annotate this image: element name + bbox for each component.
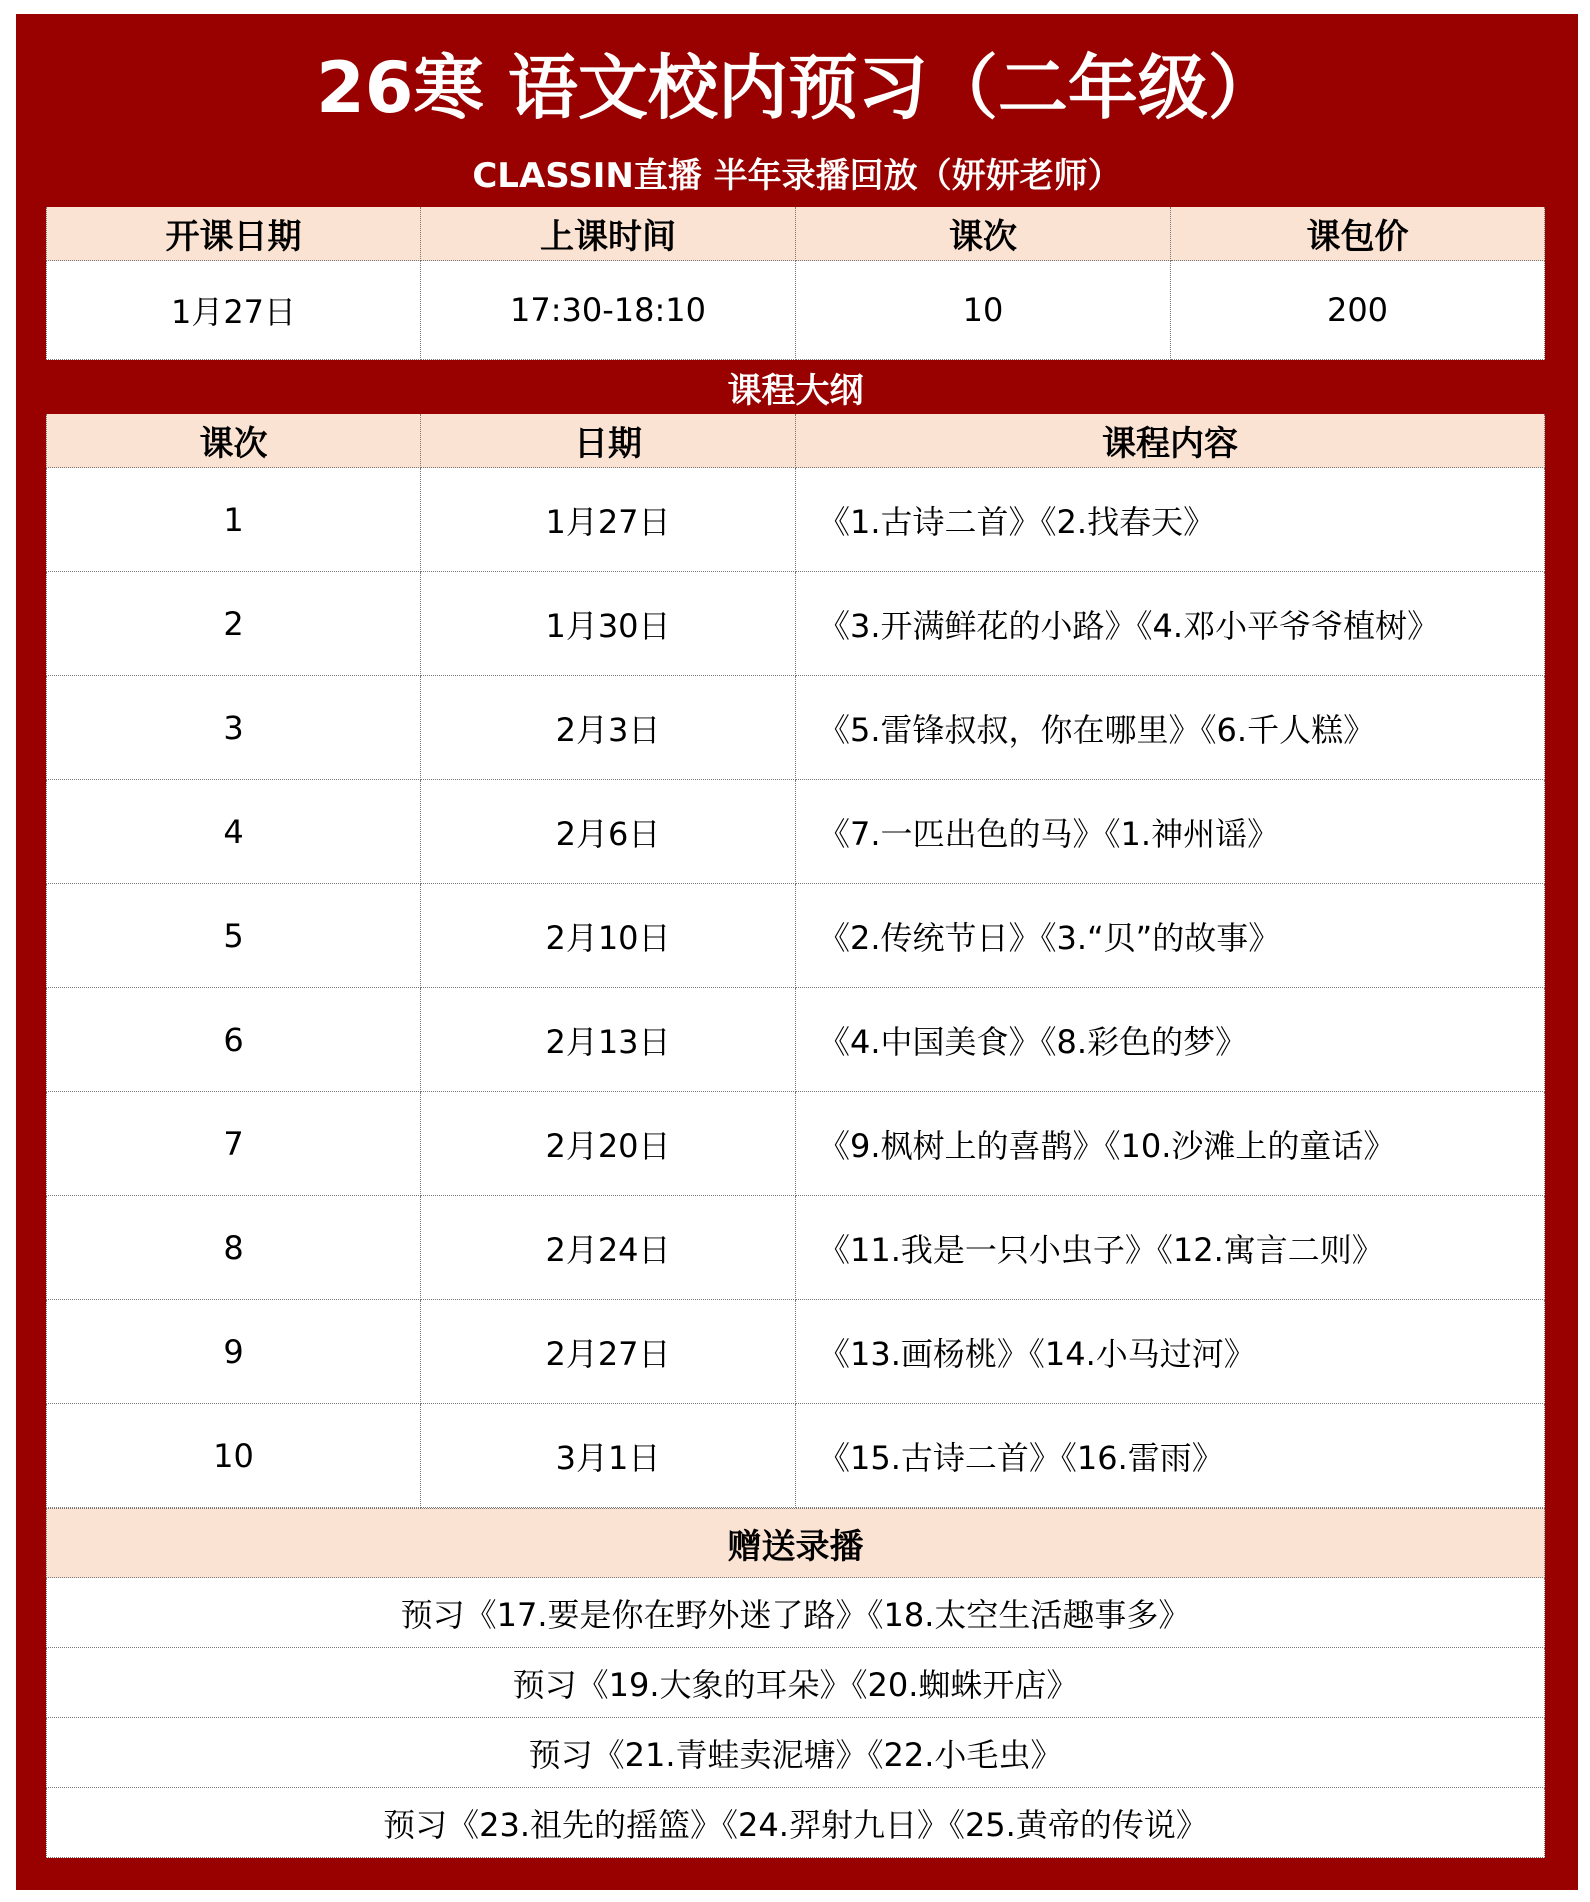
outline-row-no: 6 (46, 988, 421, 1092)
outline-row-content: 《3.开满鲜花的小路》《4.邓小平爷爷植树》 (796, 572, 1545, 676)
outline-row-no: 4 (46, 780, 421, 884)
info-value-start-date: 1月27日 (46, 261, 421, 360)
info-value-price: 200 (1171, 261, 1545, 360)
outline-row-no: 9 (46, 1300, 421, 1404)
outline-row-date: 1月30日 (421, 572, 796, 676)
outline-row-date: 2月20日 (421, 1092, 796, 1196)
outline-row-date: 2月24日 (421, 1196, 796, 1300)
outline-row-no: 10 (46, 1404, 421, 1508)
info-header-sessions: 课次 (796, 207, 1171, 261)
outline-row-date: 3月1日 (421, 1404, 796, 1508)
gift-header: 赠送录播 (46, 1508, 1545, 1578)
outline-row-no: 8 (46, 1196, 421, 1300)
info-header-price: 课包价 (1171, 207, 1545, 261)
outline-row-no: 5 (46, 884, 421, 988)
outline-row-date: 2月27日 (421, 1300, 796, 1404)
outline-row-content: 《1.古诗二首》《2.找春天》 (796, 468, 1545, 572)
outline-row-no: 2 (46, 572, 421, 676)
info-value-sessions: 10 (796, 261, 1171, 360)
outline-row-content: 《4.中国美食》《8.彩色的梦》 (796, 988, 1545, 1092)
outline-row-content: 《15.古诗二首》《16.雷雨》 (796, 1404, 1545, 1508)
gift-item: 预习《19.大象的耳朵》《20.蜘蛛开店》 (46, 1648, 1545, 1718)
gift-item: 预习《23.祖先的摇篮》《24.羿射九日》《25.黄帝的传说》 (46, 1788, 1545, 1858)
page-title: 26寒 语文校内预习（二年级） (316, 47, 1278, 129)
outline-row-content: 《2.传统节日》《3.“贝”的故事》 (796, 884, 1545, 988)
outline-row-date: 2月6日 (421, 780, 796, 884)
outline-row-content: 《13.画杨桃》《14.小马过河》 (796, 1300, 1545, 1404)
gift-item: 预习《17.要是你在野外迷了路》《18.太空生活趣事多》 (46, 1578, 1545, 1648)
outline-row-date: 1月27日 (421, 468, 796, 572)
outline-row-no: 3 (46, 676, 421, 780)
outline-row-content: 《7.一匹出色的马》《1.神州谣》 (796, 780, 1545, 884)
info-header-class-time: 上课时间 (421, 207, 796, 261)
outline-row-content: 《5.雷锋叔叔，你在哪里》《6.千人糕》 (796, 676, 1545, 780)
outline-header-no: 课次 (46, 414, 421, 468)
outline-row-no: 1 (46, 468, 421, 572)
info-value-class-time: 17:30-18:10 (421, 261, 796, 360)
info-header-start-date: 开课日期 (46, 207, 421, 261)
outline-header-content: 课程内容 (796, 414, 1545, 468)
outline-header-date: 日期 (421, 414, 796, 468)
outline-row-date: 2月3日 (421, 676, 796, 780)
page-subtitle: CLASSIN直播 半年录播回放（妍妍老师） (472, 156, 1122, 196)
gift-item: 预习《21.青蛙卖泥塘》《22.小毛虫》 (46, 1718, 1545, 1788)
outline-banner: 课程大纲 (46, 360, 1545, 414)
outline-row-content: 《9.枫树上的喜鹊》《10.沙滩上的童话》 (796, 1092, 1545, 1196)
outline-row-date: 2月13日 (421, 988, 796, 1092)
outline-row-no: 7 (46, 1092, 421, 1196)
outline-row-date: 2月10日 (421, 884, 796, 988)
outline-row-content: 《11.我是一只小虫子》《12.寓言二则》 (796, 1196, 1545, 1300)
